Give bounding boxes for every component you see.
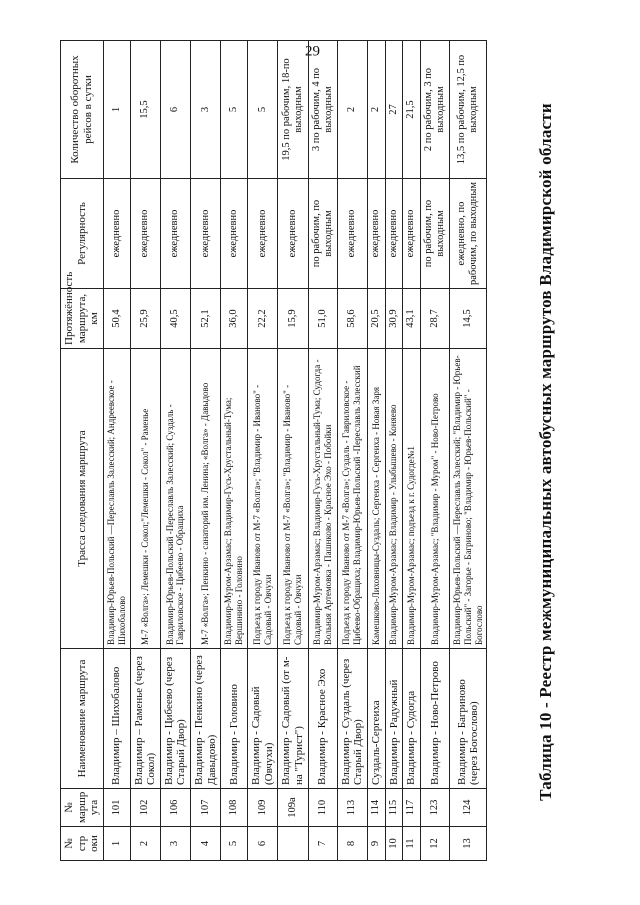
route-trips: 2	[367, 41, 385, 179]
page-number: 29	[305, 43, 320, 60]
row-num: 13	[449, 827, 486, 861]
table-row	[130, 41, 160, 861]
table-row	[308, 41, 337, 861]
route-path: Владимир-Муром-Арзамас; подъезд к г. Судогде№1	[403, 349, 421, 649]
route-length: 36,0	[221, 289, 248, 349]
route-trips: 5	[221, 41, 248, 179]
rotated-page	[40, 37, 600, 867]
route-trips: 5	[247, 41, 277, 179]
route-name: Владимир – Шихобалово	[103, 649, 130, 789]
route-length: 14,5	[449, 289, 486, 349]
row-num: 9	[367, 827, 385, 861]
route-regularity: ежедневно	[191, 179, 221, 289]
table-row	[103, 41, 130, 861]
table-header-row	[61, 41, 104, 861]
route-trips: 15,5	[130, 41, 160, 179]
route-length: 58,6	[337, 289, 367, 349]
row-num: 8	[337, 827, 367, 861]
row-num: 12	[420, 827, 449, 861]
header-trips: Количество оборотных рейсов в сутки	[61, 41, 104, 179]
route-regularity: ежедневно	[337, 179, 367, 289]
table-row	[385, 41, 403, 861]
route-number: 113	[337, 789, 367, 827]
route-number: 107	[191, 789, 221, 827]
route-path: Камешково-Лиховницы-Суздаль; Сергеиха - Сергеиха - Новая Заря	[367, 349, 385, 649]
route-trips: 2	[337, 41, 367, 179]
route-name: Владимир - Ново-Петрово	[420, 649, 449, 789]
route-length: 40,5	[160, 289, 190, 349]
route-regularity: ежедневно	[103, 179, 130, 289]
table-row	[367, 41, 385, 861]
route-regularity: ежедневно	[403, 179, 421, 289]
route-number: 106	[160, 789, 190, 827]
row-num: 11	[403, 827, 421, 861]
route-length: 43,1	[403, 289, 421, 349]
route-trips: 21,5	[403, 41, 421, 179]
table-row	[420, 41, 449, 861]
route-number: 124	[449, 789, 486, 827]
route-path: Подъезд к городу Иваново от М-7 «Волга»; "Владимир - Иваново" - Садовый - Овчухи	[247, 349, 277, 649]
route-path: Владимир-Муром-Арзамас; "Владимир - Муром" - Ново-Петрово	[420, 349, 449, 649]
header-route-num: № маршр ута	[61, 789, 104, 827]
route-regularity: ежедневно	[130, 179, 160, 289]
route-trips: 6	[160, 41, 190, 179]
route-trips: 1	[103, 41, 130, 179]
route-length: 52,1	[191, 289, 221, 349]
route-length: 15,9	[278, 289, 308, 349]
table-title: Таблица 10 - Реестр межмуниципальных автобусных маршрутов Владимирской области	[536, 103, 555, 801]
route-regularity: ежедневно	[221, 179, 248, 289]
route-number: 123	[420, 789, 449, 827]
route-path: Владимир-Юрьев-Польский -Переславль Залесский; Суздаль - Гавриловское - Цибеево - Обращиха	[160, 349, 190, 649]
row-num: 6	[247, 827, 277, 861]
route-name: Владимир - Головино	[221, 649, 248, 789]
row-num	[278, 827, 308, 861]
table-row	[403, 41, 421, 861]
table-row	[160, 41, 190, 861]
routes-table	[60, 40, 487, 861]
table-row	[449, 41, 486, 861]
route-name: Владимир - Суздаль (через Старый Двор)	[337, 649, 367, 789]
route-trips: 19,5 по рабочим, 18-по выходным	[278, 41, 308, 179]
route-path: Владимир-Муром-Арзамас; Владимир - Улыбышево - Коняево	[385, 349, 403, 649]
table-row	[247, 41, 277, 861]
route-length: 25,9	[130, 289, 160, 349]
route-regularity: ежедневно	[278, 179, 308, 289]
route-number: 101	[103, 789, 130, 827]
route-trips: 3 по рабочим, 4 по выходным	[308, 41, 337, 179]
header-name: Наименование маршрута	[61, 649, 104, 789]
route-length: 28,7	[420, 289, 449, 349]
route-name: Владимир - Садовый (от м-на "Турист")	[278, 649, 308, 789]
route-number: 109	[247, 789, 277, 827]
route-regularity: ежедневно, по рабочим, по выходным	[449, 179, 486, 289]
route-path: М-7 «Волга»; Пенкино - санаторий им. Ленина; «Волга» - Давыдово	[191, 349, 221, 649]
route-length: 51,0	[308, 289, 337, 349]
route-path: Подъезд к городу Иваново от М-7 «Волга»; Суздаль - Гавриловское - Цибеево-Обращиха; Владимир-Юрьев-Польский -Переславль Залесский	[337, 349, 367, 649]
route-length: 50,4	[103, 289, 130, 349]
route-path: Владимир-Муром-Арзамас; Владимир-Гусь-Хрустальный-Тума; Вершинино - Головино	[221, 349, 248, 649]
route-length: 20,5	[367, 289, 385, 349]
row-num: 7	[308, 827, 337, 861]
route-regularity: по рабочим, по выходным	[308, 179, 337, 289]
route-name: Владимир - Багриново (через Богослово)	[449, 649, 486, 789]
route-length: 22,2	[247, 289, 277, 349]
route-path: Владимир-Юрьев-Польский —Переславль Залесский; "Владимир - Юрьев-Польский" - Загорье - Багриново; "Владимир - Юрьев-Польский" - Богослово	[449, 349, 486, 649]
route-trips: 2 по рабочим, 3 по выходным	[420, 41, 449, 179]
route-regularity: по рабочим, по выходным	[420, 179, 449, 289]
row-num: 4	[191, 827, 221, 861]
route-regularity: ежедневно	[160, 179, 190, 289]
route-regularity: ежедневно	[367, 179, 385, 289]
route-path: Владимир-Юрьев-Польский —Переславль Залесский; Андреевское - Шихобалово	[103, 349, 130, 649]
route-regularity: ежедневно	[385, 179, 403, 289]
route-name: Владимир - Радужный	[385, 649, 403, 789]
header-regularity: Регулярность	[61, 179, 104, 289]
route-name: Владимир - Садовый (Овчухи)	[247, 649, 277, 789]
route-name: Суздаль-Сергеиха	[367, 649, 385, 789]
table-row	[337, 41, 367, 861]
row-num: 10	[385, 827, 403, 861]
table-row	[221, 41, 248, 861]
route-number: 109а	[278, 789, 308, 827]
route-number: 110	[308, 789, 337, 827]
row-num: 3	[160, 827, 190, 861]
route-name: Владимир – Раменье (через Сокол)	[130, 649, 160, 789]
header-length: Протяжённость маршрута, км	[61, 289, 104, 349]
route-number: 114	[367, 789, 385, 827]
route-trips: 3	[191, 41, 221, 179]
route-name: Владимир - Пенкино (через Давыдово)	[191, 649, 221, 789]
route-name: Владимир - Цибеево (через Старый Двор)	[160, 649, 190, 789]
route-trips: 13,5 по рабочим, 12,5 по выходным	[449, 41, 486, 179]
header-path: Трасса следования маршрута	[61, 349, 104, 649]
route-path: Владимир-Муром-Арзамас; Владимир-Гусь-Хрустальный-Тума; Судогда - Вольная Артемовка - Пашнково - Красное Эхо - Побойки	[308, 349, 337, 649]
route-name: Владимир - Красное Эхо	[308, 649, 337, 789]
route-length: 30,9	[385, 289, 403, 349]
route-trips: 27	[385, 41, 403, 179]
route-path: М-7 «Волга»; Лемешки - Сокол;"Лемешки - Сокол" - Раменье	[130, 349, 160, 649]
route-number: 117	[403, 789, 421, 827]
header-num: № стр оки	[61, 827, 104, 861]
row-num: 5	[221, 827, 248, 861]
route-name: Владимир - Судогда	[403, 649, 421, 789]
route-number: 115	[385, 789, 403, 827]
table-row	[191, 41, 221, 861]
route-number: 102	[130, 789, 160, 827]
row-num: 2	[130, 827, 160, 861]
route-path: Подъезд к городу Иваново от М-7 «Волга»; "Владимир - Иваново" - Садовый - Овчухи	[278, 349, 308, 649]
route-number: 108	[221, 789, 248, 827]
table-row	[278, 41, 308, 861]
row-num: 1	[103, 827, 130, 861]
route-regularity: ежедневно	[247, 179, 277, 289]
